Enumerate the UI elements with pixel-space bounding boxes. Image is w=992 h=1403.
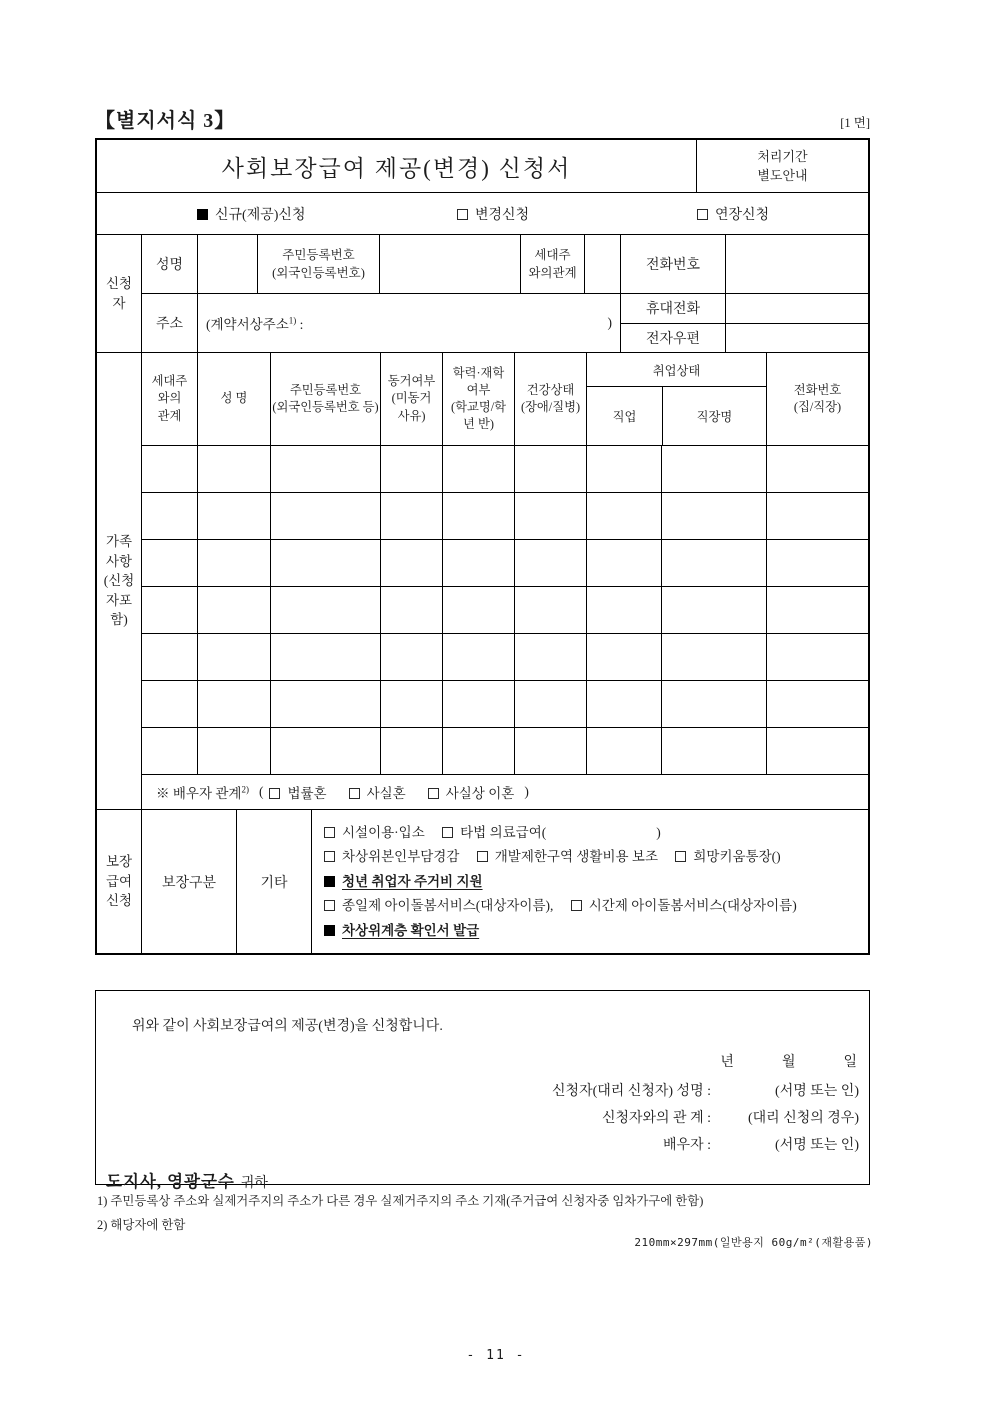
family-cell[interactable] (270, 540, 380, 586)
family-cell[interactable] (586, 493, 661, 539)
signer-name-line: 신청자(대리 신청자) 성명 : (서명 또는 인) (552, 1084, 859, 1099)
rrn-field[interactable] (379, 235, 520, 293)
benefit-section-label: 보장 급여 신청 (97, 810, 142, 953)
family-cell[interactable] (442, 446, 514, 492)
name-field[interactable] (197, 235, 257, 293)
family-cell[interactable] (514, 540, 586, 586)
address-field[interactable] (197, 294, 620, 352)
date-month-label: 월 (781, 1055, 796, 1070)
form-label: 【별지서식 3】 (95, 110, 236, 132)
col-workplace: 직장명 (662, 387, 766, 445)
family-cell[interactable] (661, 540, 766, 586)
applicant-identity-row (142, 235, 868, 293)
declaration-statement: 위와 같이 사회보장급여의 제공(변경)을 신청합니다. (132, 1019, 443, 1034)
family-cell[interactable] (142, 681, 197, 727)
col-rrn: 주민등록번호 (외국인등록번호 등) (270, 353, 380, 445)
col-cohabitation: 동거여부 (미동거 사유) (380, 353, 442, 445)
option-youth-housing[interactable]: 청년 취업자 주거비 지원 (324, 874, 483, 889)
recipient-line: 도지사, 영광군수 귀하 (106, 1172, 268, 1191)
family-cell[interactable] (514, 681, 586, 727)
address-label: 주소 (155, 317, 184, 332)
email-row (621, 323, 868, 353)
spouse-option-defacto[interactable]: 사실혼 (349, 782, 406, 802)
family-cell[interactable] (766, 634, 868, 680)
checkbox-other-medical[interactable] (442, 827, 453, 838)
checkbox-near-poor-certificate[interactable] (324, 925, 335, 936)
benefit-line-2 (324, 850, 858, 864)
family-cell[interactable] (380, 446, 442, 492)
doc-header (95, 104, 870, 133)
checkbox-fulltime-childcare[interactable] (324, 900, 335, 911)
checkbox-youth-housing[interactable] (324, 876, 335, 887)
option-greenbelt-support[interactable]: 개발제한구역 생활비용 보조 (477, 849, 658, 864)
family-cell[interactable] (514, 634, 586, 680)
benefit-line-3 (324, 875, 858, 889)
family-cell[interactable] (766, 681, 868, 727)
mobile-field[interactable] (725, 294, 868, 323)
family-cell[interactable] (766, 446, 868, 492)
applicant-section-label: 신청 자 (97, 235, 142, 352)
phone-label: 전화번호 (620, 235, 725, 293)
email-label: 전자우편 (645, 331, 701, 347)
family-section-label: 가족 사항 (신청 자포 함) (97, 353, 142, 809)
family-cell[interactable] (270, 587, 380, 633)
family-row-3 (142, 539, 868, 586)
family-cell[interactable] (661, 587, 766, 633)
col-household-relation: 세대주 와의 관계 (151, 374, 188, 423)
family-row-4 (142, 586, 868, 633)
footnote-2: 2) 해당자에 한함 (97, 1217, 186, 1232)
benefit-line-5 (324, 924, 858, 938)
family-cell[interactable] (442, 540, 514, 586)
option-hope-account[interactable]: 희망키움통장() (675, 849, 780, 864)
checkbox-new-application[interactable] (197, 209, 208, 220)
family-cell[interactable] (514, 587, 586, 633)
family-cell[interactable] (142, 540, 197, 586)
family-row-2 (142, 492, 868, 539)
spouse-option-legal[interactable]: 법률혼 (269, 782, 326, 802)
household-relation-label: 세대주 와의관계 (520, 235, 584, 293)
option-copay-reduction[interactable]: 차상위본인부담경감 (324, 849, 459, 864)
family-cell[interactable] (514, 728, 586, 774)
family-cell[interactable] (197, 728, 270, 774)
checkbox-facility[interactable] (324, 827, 335, 838)
family-cell[interactable] (766, 728, 868, 774)
family-cell[interactable] (586, 634, 661, 680)
family-cell[interactable] (661, 493, 766, 539)
recipient-name: 도지사, 영광군수 (106, 1172, 235, 1191)
family-cell[interactable] (142, 493, 197, 539)
spouse-option-divorce[interactable]: 사실상 이혼 (428, 782, 515, 802)
family-cell[interactable] (380, 587, 442, 633)
family-cell[interactable] (442, 493, 514, 539)
option-other-medical[interactable]: 타법 의료급여( ) (442, 825, 661, 840)
footnote-1: 1) 주민등록상 주소와 실제거주지의 주소가 다른 경우 실제거주지의 주소 기재(주거급여 신청자중 임차가구에 한함) (97, 1194, 704, 1208)
title-row (97, 140, 868, 192)
mobile-label: 휴대전화 (645, 302, 701, 318)
family-cell[interactable] (661, 634, 766, 680)
family-cell[interactable] (586, 587, 661, 633)
col-employment-group (586, 353, 766, 445)
checkbox-legal-marriage[interactable] (269, 788, 280, 799)
col-job: 직업 (612, 410, 637, 424)
date-year-label: 년 (720, 1055, 734, 1070)
checkbox-extension-application[interactable] (697, 209, 708, 220)
family-cell[interactable] (586, 446, 661, 492)
email-field[interactable] (725, 324, 868, 353)
spouse-relation-label: ※ 배우자 관계$^{2)}$ (156, 784, 249, 801)
family-cell[interactable] (766, 587, 868, 633)
family-cell[interactable] (766, 493, 868, 539)
col-name: 성 명 (197, 353, 270, 445)
checkbox-defacto-marriage[interactable] (349, 788, 360, 799)
family-row-6 (142, 680, 868, 727)
request-type-change[interactable]: 변경신청 (457, 204, 529, 224)
applicant-section (97, 234, 868, 352)
benefit-line-1 (324, 826, 858, 840)
family-cell[interactable] (270, 446, 380, 492)
family-cell[interactable] (197, 540, 270, 586)
page-marker: [1 면] (840, 116, 870, 130)
benefit-line-4 (324, 899, 858, 913)
page-number: - 11 - (466, 1348, 526, 1363)
spouse-relation-row: ※ 배우자 관계$^{2)}$ ( 법률혼 사실혼 사실상 이혼 ) (142, 774, 868, 809)
rrn-label: 주민등록번호 (외국인등록번호) (257, 235, 379, 293)
family-cell[interactable] (270, 728, 380, 774)
processing-period-cell (696, 140, 868, 192)
family-cell[interactable] (197, 446, 270, 492)
checkbox-change-application[interactable] (457, 209, 468, 220)
family-table-header (142, 353, 868, 445)
application-form-table (95, 138, 870, 955)
family-cell[interactable] (661, 681, 766, 727)
option-near-poor-certificate[interactable]: 차상위계층 확인서 발급 (324, 923, 479, 938)
benefit-type-label: 기타 (237, 810, 312, 953)
family-cell[interactable] (442, 634, 514, 680)
signature-box (95, 990, 870, 1191)
family-cell[interactable] (142, 446, 197, 492)
form-title: 사회보장급여 제공(변경) 신청서 (221, 155, 572, 181)
checkbox-hope-account[interactable] (675, 851, 686, 862)
col-education: 학력·재학 여부 (학교명/학 년 반) (442, 353, 514, 445)
family-cell[interactable] (586, 540, 661, 586)
checkbox-copay-reduction[interactable] (324, 851, 335, 862)
family-cell[interactable] (142, 728, 197, 774)
family-cell[interactable] (142, 634, 197, 680)
address-close-paren: ) (607, 315, 612, 330)
date-line (96, 1051, 857, 1071)
phone-field[interactable] (725, 235, 868, 293)
family-cell[interactable] (442, 587, 514, 633)
family-row-7 (142, 727, 868, 774)
family-cell[interactable] (380, 493, 442, 539)
family-cell[interactable] (270, 634, 380, 680)
footnotes (97, 1190, 877, 1237)
signer-relation-line: 신청자와의 관 계 : (대리 신청의 경우) (601, 1111, 859, 1126)
request-type-row (97, 192, 868, 234)
family-cell[interactable] (661, 728, 766, 774)
family-cell[interactable] (270, 681, 380, 727)
family-cell[interactable] (514, 493, 586, 539)
applicant-address-row (142, 293, 868, 352)
processing-label-2: 별도안내 (757, 168, 808, 183)
family-cell[interactable] (197, 587, 270, 633)
col-phone: 전화번호 (집/직장) (766, 353, 868, 445)
family-cell[interactable] (380, 634, 442, 680)
family-cell[interactable] (514, 446, 586, 492)
family-cell[interactable] (270, 493, 380, 539)
checkbox-parttime-childcare[interactable] (571, 900, 582, 911)
option-parttime-childcare[interactable]: 시간제 아이돌봄서비스(대상자이름) (571, 898, 797, 913)
family-cell[interactable] (197, 634, 270, 680)
family-cell[interactable] (661, 446, 766, 492)
family-cell[interactable] (142, 587, 197, 633)
col-health: 건강상태 (장애/질병) (514, 353, 586, 445)
checkbox-greenbelt-support[interactable] (477, 851, 488, 862)
checkbox-defacto-divorce[interactable] (428, 788, 439, 799)
benefit-options (312, 810, 868, 953)
family-row-1 (142, 445, 868, 492)
request-type-extension[interactable]: 연장신청 (697, 204, 769, 224)
family-cell[interactable] (442, 681, 514, 727)
family-row-5 (142, 633, 868, 680)
processing-label-1: 처리기간 (757, 148, 808, 164)
spouse-sign-line: 배우자 : (서명 또는 인) (663, 1138, 859, 1153)
date-day-label: 일 (843, 1055, 857, 1070)
family-cell[interactable] (380, 728, 442, 774)
col-employment: 취업상태 (587, 353, 766, 387)
paper-spec: 210mm×297mm(일반용지 60g/m²(재활용품) (634, 1236, 873, 1249)
benefit-section (97, 809, 868, 953)
request-type-new[interactable]: 신규(제공)신청 (197, 204, 305, 224)
family-cell[interactable] (766, 540, 868, 586)
mobile-row (621, 294, 868, 323)
family-cell[interactable] (586, 728, 661, 774)
name-label: 성명 (155, 258, 184, 273)
household-relation-field[interactable] (584, 235, 620, 293)
family-cell[interactable] (442, 728, 514, 774)
option-facility[interactable]: 시설이용·입소 (324, 825, 425, 840)
family-section (97, 352, 868, 809)
address-contract-note: (계약서상주소$^{1)}$ : (206, 315, 304, 332)
benefit-category-label: 보장구분 (142, 810, 237, 953)
family-cell[interactable] (380, 540, 442, 586)
option-fulltime-childcare[interactable]: 종일제 아이돌봄서비스(대상자이름), (324, 898, 553, 913)
family-cell[interactable] (586, 681, 661, 727)
family-cell[interactable] (380, 681, 442, 727)
family-cell[interactable] (197, 493, 270, 539)
family-cell[interactable] (197, 681, 270, 727)
